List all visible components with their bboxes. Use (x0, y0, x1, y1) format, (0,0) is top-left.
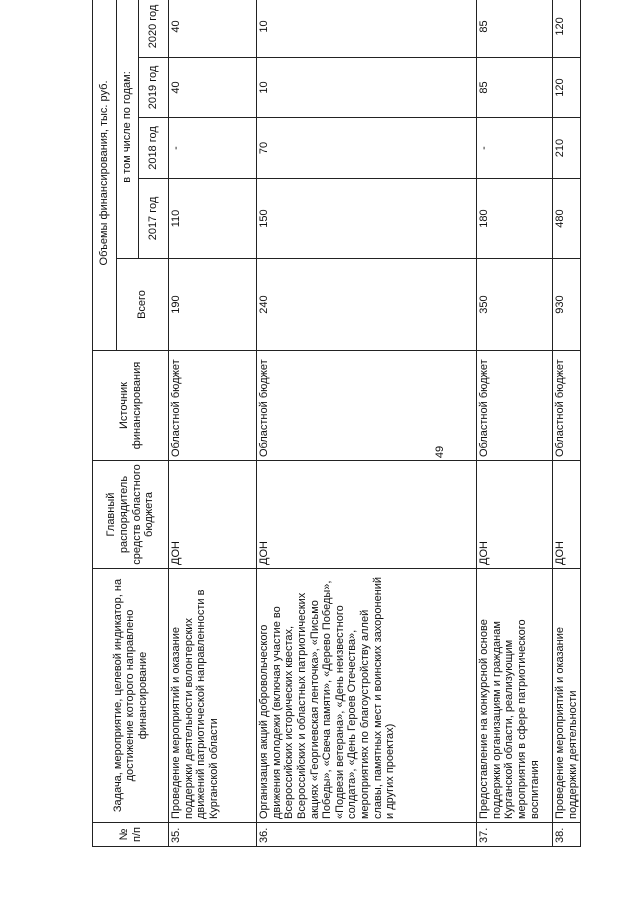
cell-2018: 210 (553, 118, 581, 179)
financing-table (92, 0, 581, 847)
header-total: Всего (117, 259, 169, 351)
cell-2020: 10 (257, 0, 477, 58)
cell-source: Областной бюджет (477, 351, 553, 461)
cell-2020: 40 (169, 0, 257, 58)
cell-no: 37. (477, 823, 553, 847)
cell-task: Организация акций добровольческого движения молодежи (включая участие во Всероссийских исторических квестах, Всероссийских и областных патриотических акциях «Георгиевская ленточка», «Письмо Победы», «Свеча памяти», «Дерево Победы», «Подвези ветерана», «День неизвестного солдата», «День Героев Отечества», мероприятиях по благоустройству аллей славы, памятных мест и воинских захоронений и других проектах) (257, 569, 477, 823)
cell-2019: 10 (257, 58, 477, 118)
cell-2018: - (477, 118, 553, 179)
header-task: Задача, мероприятие, целевой индикатор, на достижение которого направлено финансирование (93, 569, 169, 823)
cell-total: 240 (257, 259, 477, 351)
cell-2018: 70 (257, 118, 477, 179)
cell-2020: 85 (477, 0, 553, 58)
header-source: Источник финансирования (93, 351, 169, 461)
header-2019: 2019 год (139, 58, 169, 118)
header-distributor: Главный распорядитель средств областного бюджета (93, 461, 169, 569)
cell-total: 190 (169, 259, 257, 351)
cell-no: 35. (169, 823, 257, 847)
cell-distributor: ДОН (477, 461, 553, 569)
cell-2019: 85 (477, 58, 553, 118)
cell-source: Областной бюджет (169, 351, 257, 461)
cell-2017: 110 (169, 179, 257, 259)
cell-2019: 120 (553, 58, 581, 118)
page-number: 49 (434, 445, 446, 459)
header-2018: 2018 год (139, 118, 169, 179)
cell-distributor: ДОН (169, 461, 257, 569)
cell-2020: 120 (553, 0, 581, 58)
table-row (477, 0, 553, 847)
cell-task: Проведение мероприятий и оказание поддержки деятельности волонтерских движений патриотической направленности в Курганской области (169, 569, 257, 823)
cell-task: Проведение мероприятий и оказание поддержки деятельности (553, 569, 581, 823)
cell-distributor: ДОН (553, 461, 581, 569)
header-by-years: в том числе по годам: (117, 0, 139, 259)
cell-total: 350 (477, 259, 553, 351)
header-2017: 2017 год (139, 179, 169, 259)
cell-2017: 180 (477, 179, 553, 259)
header-volumes: Объемы финансирования, тыс. руб. (93, 0, 117, 351)
cell-no: 38. (553, 823, 581, 847)
cell-total: 930 (553, 259, 581, 351)
rotated-table-container (92, 4, 579, 847)
cell-2017: 480 (553, 179, 581, 259)
cell-source: Областной бюджет (553, 351, 581, 461)
cell-task: Предоставление на конкурсной основе поддержки организациям и гражданам Курганской области, реализующим мероприятия в сфере патриотического воспитания (477, 569, 553, 823)
cell-2017: 150 (257, 179, 477, 259)
cell-source: Областной бюджет (257, 351, 477, 461)
table-row (257, 0, 477, 847)
table-row (169, 0, 257, 847)
cell-2019: 40 (169, 58, 257, 118)
header-2020: 2020 год (139, 0, 169, 58)
cell-2018: - (169, 118, 257, 179)
table-row (553, 0, 581, 847)
cell-distributor: ДОН (257, 461, 477, 569)
header-no: № п/п (93, 823, 169, 847)
cell-no: 36. (257, 823, 477, 847)
